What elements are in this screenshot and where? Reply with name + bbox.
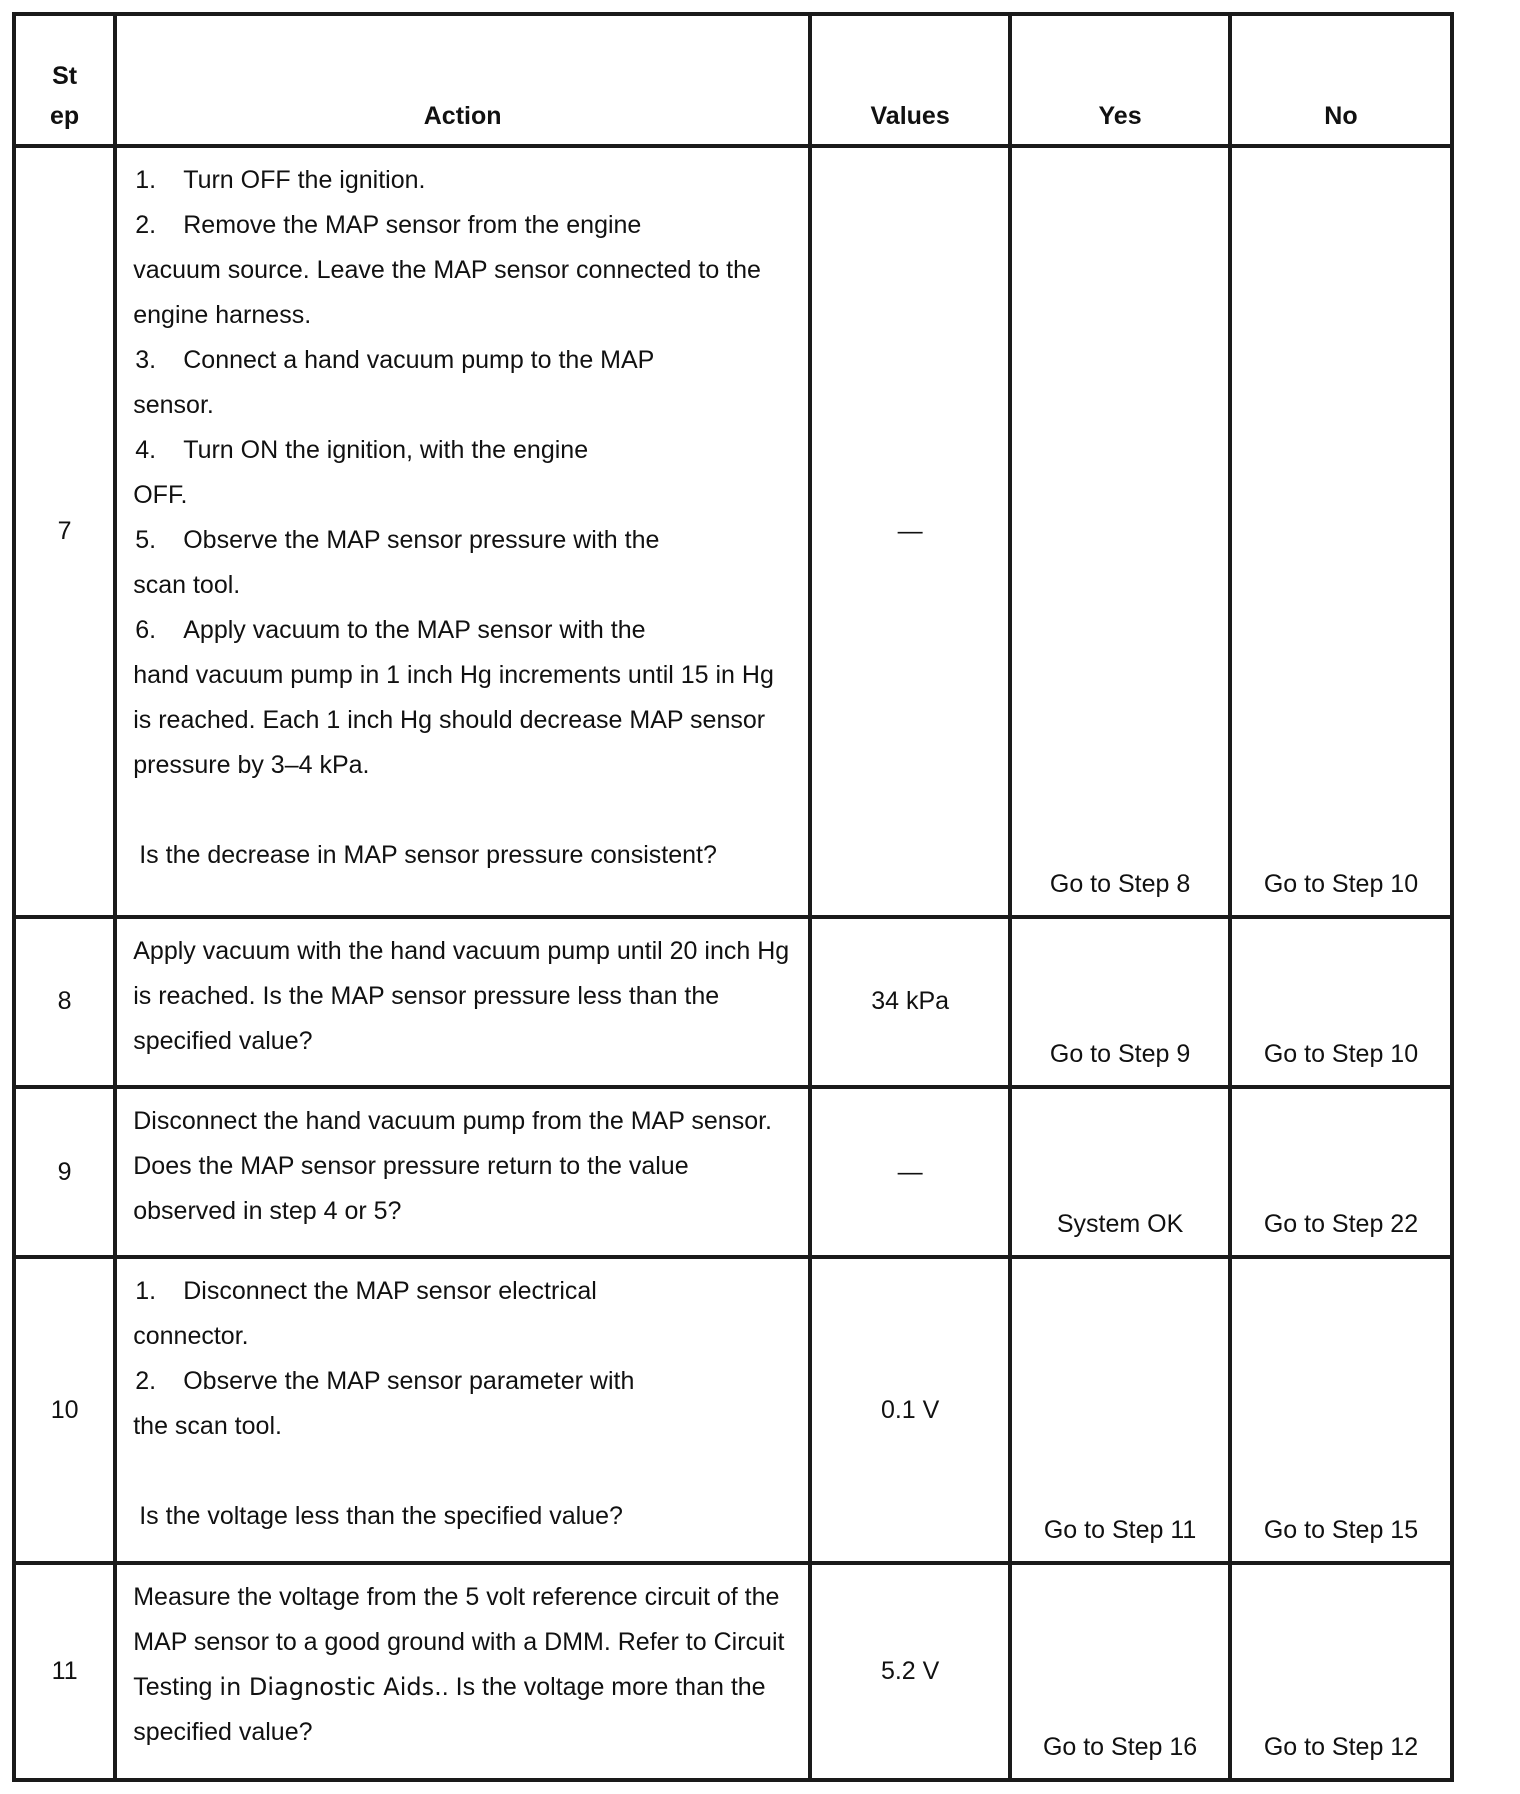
list-item: 2. Remove the MAP sensor from the engine vacuum source. Leave the MAP sensor connected to the engine harness. (133, 211, 761, 330)
action-cell (115, 1257, 810, 1563)
action-text: Apply vacuum with the hand vacuum pump until 20 inch Hg is reached. Is the MAP sensor pressure less than the specified value? (115, 917, 810, 1087)
header-step (14, 14, 115, 146)
list-item: 1. Disconnect the MAP sensor electrical connector. (133, 1277, 597, 1351)
table-row (14, 917, 1452, 1087)
list-item: 3. Connect a hand vacuum pump to the MAP sensor. (133, 346, 655, 420)
action-question: . Is the voltage more than the specified value? (133, 1673, 766, 1747)
list-item: 1. Turn OFF the ignition. (135, 166, 426, 195)
diagnostic-table (12, 12, 1454, 1782)
question-text: Is the decrease in MAP sensor pressure consistent? (139, 841, 717, 870)
action-cell (115, 146, 810, 916)
action-cell (115, 1563, 810, 1780)
header-values: Values (810, 14, 1010, 146)
step-number: 7 (14, 146, 115, 916)
list-item: 6. Apply vacuum to the MAP sensor with the hand vacuum pump in 1 inch Hg increments until 15 in Hg is reached. Each 1 inch Hg should decrease MAP sensor pressure by 3–4 kPa. (133, 616, 774, 780)
header-no: No (1230, 14, 1452, 146)
step-number: 8 (14, 917, 115, 1087)
list-item: 4. Turn ON the ignition, with the engine OFF. (133, 436, 589, 510)
yes-cell: Go to Step 16 (1010, 1563, 1230, 1780)
yes-cell: Go to Step 9 (1010, 917, 1230, 1087)
no-cell: Go to Step 15 (1230, 1257, 1452, 1563)
yes-cell: System OK (1010, 1087, 1230, 1257)
no-cell: Go to Step 10 (1230, 917, 1452, 1087)
question-text: Is the voltage less than the specified value? (139, 1502, 623, 1531)
header-action: Action (115, 14, 810, 146)
header-step-line1: St (52, 62, 78, 91)
action-reference: in Diagnostic Aids. (219, 1673, 442, 1702)
step-number: 10 (14, 1257, 115, 1563)
step-number: 11 (14, 1563, 115, 1780)
no-cell: Go to Step 12 (1230, 1563, 1452, 1780)
value-cell: 5.2 V (810, 1563, 1010, 1780)
header-row (14, 14, 1452, 146)
value-cell: 0.1 V (810, 1257, 1010, 1563)
header-step-line2: ep (50, 102, 80, 131)
table-row (14, 1563, 1452, 1780)
table-row (14, 146, 1452, 916)
list-item: 5. Observe the MAP sensor pressure with the scan tool. (133, 526, 660, 600)
no-cell: Go to Step 22 (1230, 1087, 1452, 1257)
action-text: Measure the voltage from the 5 volt reference circuit of the MAP sensor to a good ground with a DMM. Refer to Circuit Testing (133, 1583, 785, 1702)
list-item: 2. Observe the MAP sensor parameter with the scan tool. (133, 1367, 635, 1441)
yes-cell: Go to Step 8 (1010, 146, 1230, 916)
yes-cell: Go to Step 11 (1010, 1257, 1230, 1563)
table-row (14, 1257, 1452, 1563)
action-text: Disconnect the hand vacuum pump from the MAP sensor. Does the MAP sensor pressure return to the value observed in step 4 or 5? (115, 1087, 810, 1257)
value-cell: — (810, 1087, 1010, 1257)
header-yes: Yes (1010, 14, 1230, 146)
no-cell: Go to Step 10 (1230, 146, 1452, 916)
table-row (14, 1087, 1452, 1257)
value-cell: 34 kPa (810, 917, 1010, 1087)
value-cell: — (810, 146, 1010, 916)
step-number: 9 (14, 1087, 115, 1257)
